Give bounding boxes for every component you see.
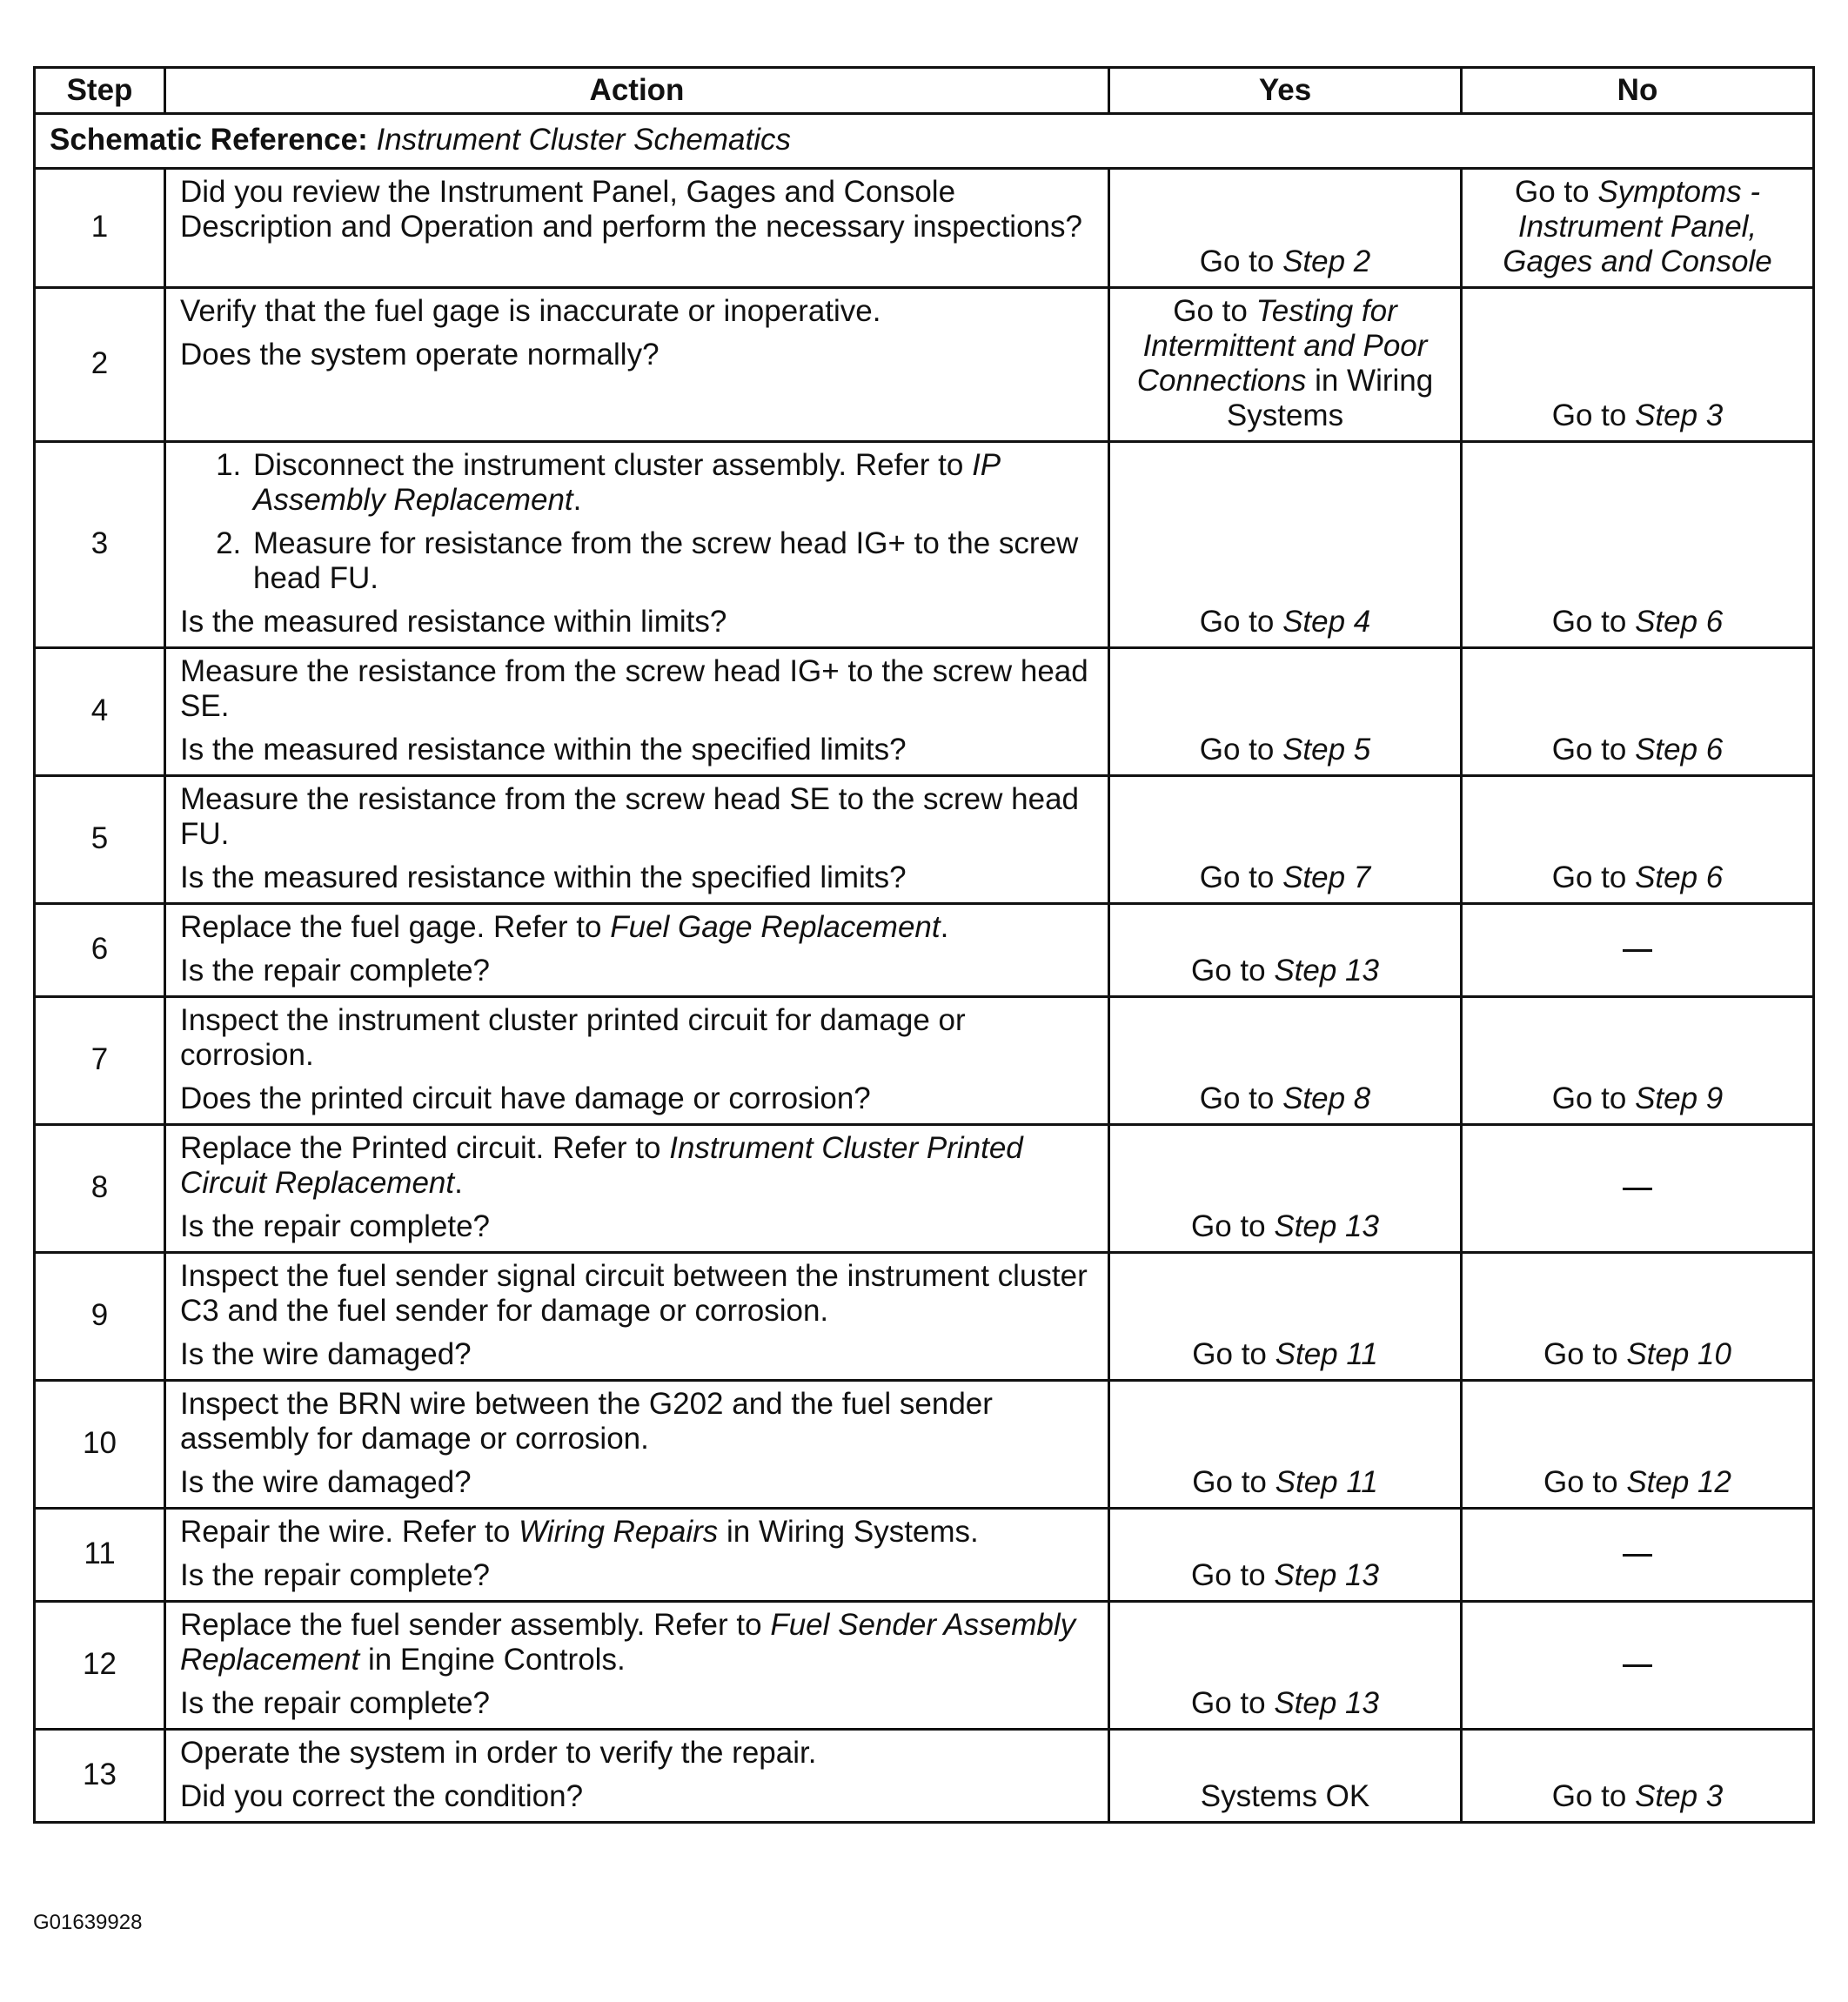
action-text-segment: Replace the fuel sender assembly. Refer to — [180, 1608, 771, 1642]
header-row — [35, 68, 1814, 114]
diagnostic-table — [33, 66, 1815, 1824]
action-paragraph — [180, 733, 1094, 767]
action-paragraph — [180, 1209, 1094, 1244]
table-row — [35, 997, 1814, 1125]
action-list — [180, 448, 1094, 596]
yes-text-segment: Step 5 — [1282, 733, 1371, 767]
no-cell — [1462, 442, 1814, 648]
action-paragraph — [180, 1736, 1094, 1771]
yes-text-segment: Systems OK — [1200, 1779, 1370, 1813]
em-dash — [1623, 1554, 1652, 1557]
no-cell — [1462, 169, 1814, 288]
action-text-segment: Is the repair complete? — [180, 954, 491, 988]
action-paragraph — [180, 1558, 1094, 1593]
action-text-segment: Inspect the fuel sender signal circuit between the instrument cluster C3 and the fuel sender for damage or corrosion. — [180, 1259, 1088, 1328]
action-text-segment: Disconnect the instrument cluster assembly. Refer to — [253, 448, 973, 482]
yes-cell — [1109, 1602, 1462, 1730]
action-text-segment: Is the repair complete? — [180, 1686, 491, 1720]
no-text-segment: Step 3 — [1635, 1779, 1724, 1813]
no-cell — [1462, 776, 1814, 904]
action-text-segment: Measure the resistance from the screw head IG+ to the screw head SE. — [180, 654, 1088, 723]
no-text-segment: Step 6 — [1635, 605, 1724, 639]
action-text-segment: Instrument Cluster Printed Circuit Replacement — [180, 1131, 1023, 1200]
header-no: No — [1462, 68, 1814, 114]
yes-cell — [1109, 997, 1462, 1125]
no-text-segment: Step 10 — [1626, 1337, 1731, 1371]
action-text-segment: Did you correct the condition? — [180, 1779, 584, 1813]
no-cell — [1462, 1125, 1814, 1253]
no-cell — [1462, 997, 1814, 1125]
action-paragraph — [180, 175, 1094, 244]
no-text-segment: Go to — [1551, 605, 1636, 639]
yes-text-segment: Go to — [1199, 244, 1283, 278]
no-text-segment: Step 6 — [1635, 860, 1724, 894]
action-text-segment: Fuel Gage Replacement — [610, 910, 941, 944]
action-paragraph — [180, 954, 1094, 988]
action-text-segment: Did you review the Instrument Panel, Gages and Console Description and Operation and perform the necessary inspections? — [180, 175, 1082, 244]
action-text-segment: Does the system operate normally? — [180, 338, 660, 372]
no-cell — [1462, 1509, 1814, 1602]
action-text-segment: Verify that the fuel gage is inaccurate or inoperative. — [180, 294, 881, 328]
figure-id: G01639928 — [33, 1911, 143, 1934]
action-cell — [165, 169, 1109, 288]
step-number: 1 — [35, 169, 165, 288]
no-text-segment: Go to — [1551, 733, 1636, 767]
action-paragraph — [180, 1515, 1094, 1550]
yes-text-segment: Step 13 — [1274, 1686, 1379, 1720]
yes-text-segment: Step 7 — [1282, 860, 1371, 894]
action-paragraph — [180, 1337, 1094, 1372]
step-number: 10 — [35, 1381, 165, 1509]
no-text-segment: Symptoms - Instrument Panel, Gages and Console — [1503, 175, 1772, 278]
yes-cell — [1109, 1730, 1462, 1823]
header-action: Action — [165, 68, 1109, 114]
action-paragraph — [180, 338, 1094, 372]
table-row — [35, 1602, 1814, 1730]
yes-text-segment: Go to — [1191, 1209, 1275, 1243]
yes-text-segment: Go to — [1173, 294, 1256, 328]
table-row — [35, 904, 1814, 997]
table-row — [35, 1125, 1814, 1253]
yes-text-segment: Go to — [1191, 1558, 1275, 1592]
no-cell — [1462, 904, 1814, 997]
table-body — [35, 114, 1814, 1823]
yes-cell — [1109, 648, 1462, 776]
table-row — [35, 1730, 1814, 1823]
action-paragraph — [180, 1387, 1094, 1456]
yes-cell — [1109, 904, 1462, 997]
yes-cell — [1109, 288, 1462, 442]
yes-text-segment: Step 8 — [1282, 1081, 1371, 1115]
action-paragraph — [180, 1259, 1094, 1329]
step-number: 8 — [35, 1125, 165, 1253]
action-cell — [165, 997, 1109, 1125]
table-row — [35, 776, 1814, 904]
no-text-segment: Go to — [1543, 1337, 1627, 1371]
action-text-segment: Operate the system in order to verify the repair. — [180, 1736, 817, 1770]
table-row — [35, 169, 1814, 288]
step-number: 6 — [35, 904, 165, 997]
action-cell — [165, 1381, 1109, 1509]
em-dash — [1623, 1664, 1652, 1667]
step-number: 3 — [35, 442, 165, 648]
action-paragraph — [180, 1003, 1094, 1073]
yes-text-segment: Step 11 — [1275, 1337, 1378, 1371]
action-text-segment: Repair the wire. Refer to — [180, 1515, 519, 1549]
yes-text-segment: Go to — [1192, 1337, 1276, 1371]
action-paragraph — [180, 1686, 1094, 1721]
yes-text-segment: Step 11 — [1275, 1465, 1378, 1499]
table-row — [35, 1253, 1814, 1381]
action-cell — [165, 1602, 1109, 1730]
em-dash — [1623, 1188, 1652, 1190]
yes-text-segment: Go to — [1199, 860, 1283, 894]
action-paragraph — [180, 860, 1094, 895]
no-text-segment: Go to — [1543, 1465, 1627, 1499]
yes-text-segment: Step 13 — [1274, 954, 1379, 988]
yes-text-segment: Go to — [1191, 1686, 1275, 1720]
action-paragraph — [180, 782, 1094, 852]
no-cell — [1462, 1602, 1814, 1730]
schematic-reference-value: Instrument Cluster Schematics — [376, 123, 792, 157]
yes-cell — [1109, 442, 1462, 648]
schematic-reference-label: Schematic Reference: — [50, 123, 368, 157]
no-cell — [1462, 648, 1814, 776]
action-cell — [165, 776, 1109, 904]
action-text-segment: in Wiring Systems. — [718, 1515, 979, 1549]
yes-text-segment: Step 2 — [1282, 244, 1371, 278]
step-number: 5 — [35, 776, 165, 904]
action-text-segment: IP Assembly Replacement — [253, 448, 1000, 517]
no-text-segment: Go to — [1551, 1081, 1636, 1115]
action-text-segment: in Engine Controls. — [359, 1643, 626, 1677]
em-dash — [1623, 949, 1652, 952]
action-text-segment: Is the wire damaged? — [180, 1465, 472, 1499]
step-number: 12 — [35, 1602, 165, 1730]
action-paragraph — [180, 294, 1094, 329]
action-cell — [165, 1509, 1109, 1602]
yes-cell — [1109, 169, 1462, 288]
yes-text-segment: Go to — [1199, 1081, 1283, 1115]
no-text-segment: Go to — [1514, 175, 1598, 209]
table-row — [35, 1509, 1814, 1602]
no-text-segment: Step 6 — [1635, 733, 1724, 767]
action-text-segment: Is the repair complete? — [180, 1558, 491, 1592]
no-text-segment: Step 3 — [1635, 398, 1724, 432]
yes-text-segment: Go to — [1191, 954, 1275, 988]
action-paragraph — [180, 1081, 1094, 1116]
yes-text-segment: Go to — [1199, 605, 1283, 639]
schematic-reference-row — [35, 114, 1814, 169]
action-text-segment: Is the measured resistance within the specified limits? — [180, 860, 907, 894]
action-text-segment: Replace the Printed circuit. Refer to — [180, 1131, 670, 1165]
schematic-reference — [35, 114, 1814, 169]
yes-cell — [1109, 1381, 1462, 1509]
action-text-segment: Is the measured resistance within the specified limits? — [180, 733, 907, 767]
no-text-segment: Step 9 — [1635, 1081, 1724, 1115]
table-row — [35, 1381, 1814, 1509]
action-paragraph — [180, 1779, 1094, 1814]
yes-text-segment: Step 4 — [1282, 605, 1371, 639]
yes-cell — [1109, 776, 1462, 904]
action-text-segment: . — [454, 1166, 463, 1200]
step-number: 9 — [35, 1253, 165, 1381]
yes-text-segment: Go to — [1199, 733, 1283, 767]
action-cell — [165, 1125, 1109, 1253]
action-text-segment: Does the printed circuit have damage or corrosion? — [180, 1081, 871, 1115]
step-number: 7 — [35, 997, 165, 1125]
no-text-segment: Go to — [1551, 1779, 1636, 1813]
action-text-segment: Measure the resistance from the screw head SE to the screw head FU. — [180, 782, 1080, 851]
action-paragraph — [180, 654, 1094, 724]
action-text-segment: . — [940, 910, 949, 944]
yes-text-segment: Step 13 — [1274, 1558, 1379, 1592]
action-text-segment: Is the measured resistance within limits? — [180, 605, 727, 639]
no-cell — [1462, 1381, 1814, 1509]
action-paragraph — [180, 1465, 1094, 1500]
yes-text-segment: Step 13 — [1274, 1209, 1379, 1243]
yes-cell — [1109, 1509, 1462, 1602]
action-cell — [165, 648, 1109, 776]
table-row — [35, 442, 1814, 648]
no-cell — [1462, 288, 1814, 442]
action-list-item — [250, 526, 1094, 596]
action-cell — [165, 1253, 1109, 1381]
action-paragraph — [180, 605, 1094, 639]
action-text-segment: Measure for resistance from the screw head IG+ to the screw head FU. — [253, 526, 1079, 595]
action-cell — [165, 442, 1109, 648]
no-cell — [1462, 1253, 1814, 1381]
yes-text-segment: in Wiring Systems — [1226, 364, 1434, 432]
action-text-segment: Inspect the instrument cluster printed circuit for damage or corrosion. — [180, 1003, 966, 1072]
action-paragraph — [180, 1131, 1094, 1201]
action-text-segment: Inspect the BRN wire between the G202 and the fuel sender assembly for damage or corrosion. — [180, 1387, 993, 1456]
action-cell — [165, 1730, 1109, 1823]
no-text-segment: Go to — [1551, 860, 1636, 894]
yes-cell — [1109, 1253, 1462, 1381]
yes-cell — [1109, 1125, 1462, 1253]
action-paragraph — [180, 1608, 1094, 1677]
action-cell — [165, 904, 1109, 997]
yes-text-segment: Testing for Intermittent and Poor Connections — [1136, 294, 1428, 398]
step-number: 13 — [35, 1730, 165, 1823]
table-row — [35, 288, 1814, 442]
action-list-item — [250, 448, 1094, 518]
action-text-segment: Fuel Sender Assembly Replacement — [180, 1608, 1076, 1677]
step-number: 4 — [35, 648, 165, 776]
no-text-segment: Go to — [1551, 398, 1636, 432]
action-paragraph — [180, 910, 1094, 945]
no-text-segment: Step 12 — [1626, 1465, 1731, 1499]
table-row — [35, 648, 1814, 776]
action-text-segment: . — [572, 483, 582, 517]
header-yes: Yes — [1109, 68, 1462, 114]
action-text-segment: Replace the fuel gage. Refer to — [180, 910, 611, 944]
action-text-segment: Wiring Repairs — [519, 1515, 719, 1549]
action-text-segment: Is the repair complete? — [180, 1209, 491, 1243]
yes-text-segment: Go to — [1192, 1465, 1276, 1499]
step-number: 2 — [35, 288, 165, 442]
action-cell — [165, 288, 1109, 442]
no-cell — [1462, 1730, 1814, 1823]
header-step: Step — [35, 68, 165, 114]
action-text-segment: Is the wire damaged? — [180, 1337, 472, 1371]
step-number: 11 — [35, 1509, 165, 1602]
